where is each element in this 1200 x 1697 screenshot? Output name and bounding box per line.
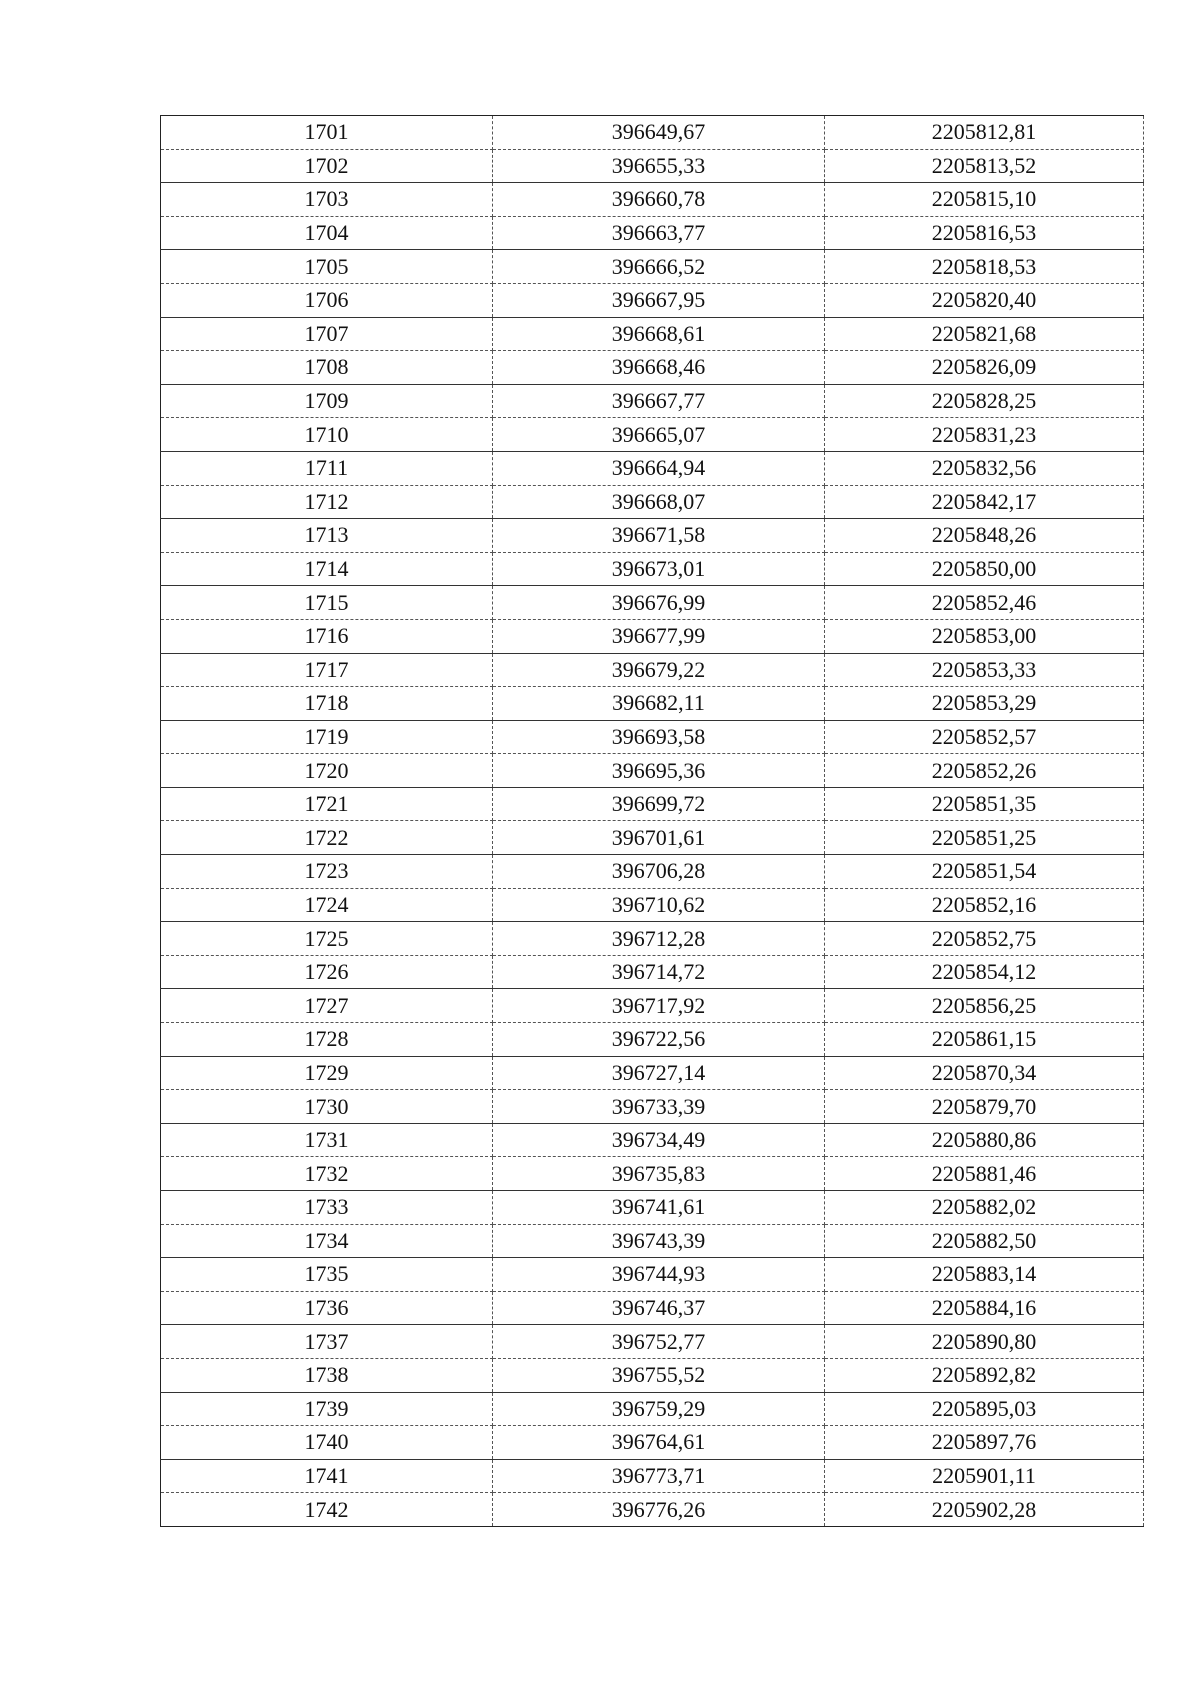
- y-coordinate-cell: 2205851,54: [825, 855, 1144, 889]
- y-coordinate-cell: 2205854,12: [825, 955, 1144, 989]
- y-coordinate-cell: 2205812,81: [825, 116, 1144, 150]
- x-coordinate-cell: 396660,78: [493, 183, 825, 217]
- point-number-cell: 1719: [161, 720, 493, 754]
- table-row: [161, 216, 1144, 250]
- table-row: [161, 384, 1144, 418]
- y-coordinate-cell: 2205842,17: [825, 485, 1144, 519]
- y-coordinate-cell: 2205815,10: [825, 183, 1144, 217]
- table-row: [161, 1191, 1144, 1225]
- x-coordinate-cell: 396752,77: [493, 1325, 825, 1359]
- point-number-cell: 1729: [161, 1056, 493, 1090]
- table-row: [161, 1056, 1144, 1090]
- y-coordinate-cell: 2205853,00: [825, 619, 1144, 653]
- point-number-cell: 1702: [161, 149, 493, 183]
- table-row: [161, 787, 1144, 821]
- y-coordinate-cell: 2205816,53: [825, 216, 1144, 250]
- x-coordinate-cell: 396735,83: [493, 1157, 825, 1191]
- point-number-cell: 1730: [161, 1090, 493, 1124]
- point-number-cell: 1728: [161, 1023, 493, 1057]
- point-number-cell: 1735: [161, 1258, 493, 1292]
- table-row: [161, 1392, 1144, 1426]
- x-coordinate-cell: 396776,26: [493, 1493, 825, 1527]
- table-row: [161, 720, 1144, 754]
- table-row: [161, 855, 1144, 889]
- x-coordinate-cell: 396655,33: [493, 149, 825, 183]
- table-row: [161, 1459, 1144, 1493]
- table-row: [161, 317, 1144, 351]
- table-row: [161, 1493, 1144, 1527]
- y-coordinate-cell: 2205853,33: [825, 653, 1144, 687]
- point-number-cell: 1706: [161, 283, 493, 317]
- y-coordinate-cell: 2205831,23: [825, 418, 1144, 452]
- table-row: [161, 922, 1144, 956]
- x-coordinate-cell: 396734,49: [493, 1123, 825, 1157]
- point-number-cell: 1731: [161, 1123, 493, 1157]
- y-coordinate-cell: 2205821,68: [825, 317, 1144, 351]
- x-coordinate-cell: 396759,29: [493, 1392, 825, 1426]
- y-coordinate-cell: 2205870,34: [825, 1056, 1144, 1090]
- point-number-cell: 1723: [161, 855, 493, 889]
- point-number-cell: 1736: [161, 1291, 493, 1325]
- table-row: [161, 955, 1144, 989]
- y-coordinate-cell: 2205902,28: [825, 1493, 1144, 1527]
- point-number-cell: 1740: [161, 1426, 493, 1460]
- y-coordinate-cell: 2205852,16: [825, 888, 1144, 922]
- y-coordinate-cell: 2205892,82: [825, 1358, 1144, 1392]
- y-coordinate-cell: 2205861,15: [825, 1023, 1144, 1057]
- table-row: [161, 888, 1144, 922]
- x-coordinate-cell: 396668,07: [493, 485, 825, 519]
- y-coordinate-cell: 2205856,25: [825, 989, 1144, 1023]
- point-number-cell: 1707: [161, 317, 493, 351]
- point-number-cell: 1717: [161, 653, 493, 687]
- x-coordinate-cell: 396733,39: [493, 1090, 825, 1124]
- y-coordinate-cell: 2205851,35: [825, 787, 1144, 821]
- table-row: [161, 1224, 1144, 1258]
- y-coordinate-cell: 2205848,26: [825, 519, 1144, 553]
- x-coordinate-cell: 396667,95: [493, 283, 825, 317]
- y-coordinate-cell: 2205820,40: [825, 283, 1144, 317]
- y-coordinate-cell: 2205882,02: [825, 1191, 1144, 1225]
- x-coordinate-cell: 396677,99: [493, 619, 825, 653]
- x-coordinate-cell: 396706,28: [493, 855, 825, 889]
- table-row: [161, 1157, 1144, 1191]
- point-number-cell: 1742: [161, 1493, 493, 1527]
- table-row: [161, 1325, 1144, 1359]
- y-coordinate-cell: 2205880,86: [825, 1123, 1144, 1157]
- point-number-cell: 1741: [161, 1459, 493, 1493]
- table-row: [161, 1426, 1144, 1460]
- y-coordinate-cell: 2205850,00: [825, 552, 1144, 586]
- x-coordinate-cell: 396666,52: [493, 250, 825, 284]
- point-number-cell: 1732: [161, 1157, 493, 1191]
- table-row: [161, 149, 1144, 183]
- table-row: [161, 1258, 1144, 1292]
- x-coordinate-cell: 396722,56: [493, 1023, 825, 1057]
- point-number-cell: 1701: [161, 116, 493, 150]
- point-number-cell: 1726: [161, 955, 493, 989]
- table-row: [161, 1123, 1144, 1157]
- table-row: [161, 351, 1144, 385]
- table-row: [161, 1358, 1144, 1392]
- table-row: [161, 989, 1144, 1023]
- point-number-cell: 1724: [161, 888, 493, 922]
- point-number-cell: 1733: [161, 1191, 493, 1225]
- point-number-cell: 1704: [161, 216, 493, 250]
- y-coordinate-cell: 2205852,46: [825, 586, 1144, 620]
- x-coordinate-cell: 396712,28: [493, 922, 825, 956]
- coordinates-table-body: [161, 116, 1144, 1527]
- point-number-cell: 1738: [161, 1358, 493, 1392]
- x-coordinate-cell: 396673,01: [493, 552, 825, 586]
- point-number-cell: 1716: [161, 619, 493, 653]
- point-number-cell: 1714: [161, 552, 493, 586]
- y-coordinate-cell: 2205883,14: [825, 1258, 1144, 1292]
- x-coordinate-cell: 396743,39: [493, 1224, 825, 1258]
- y-coordinate-cell: 2205852,75: [825, 922, 1144, 956]
- point-number-cell: 1710: [161, 418, 493, 452]
- y-coordinate-cell: 2205852,57: [825, 720, 1144, 754]
- point-number-cell: 1737: [161, 1325, 493, 1359]
- y-coordinate-cell: 2205852,26: [825, 754, 1144, 788]
- y-coordinate-cell: 2205832,56: [825, 451, 1144, 485]
- table-row: [161, 250, 1144, 284]
- y-coordinate-cell: 2205851,25: [825, 821, 1144, 855]
- x-coordinate-cell: 396693,58: [493, 720, 825, 754]
- table-row: [161, 451, 1144, 485]
- x-coordinate-cell: 396668,61: [493, 317, 825, 351]
- x-coordinate-cell: 396679,22: [493, 653, 825, 687]
- y-coordinate-cell: 2205813,52: [825, 149, 1144, 183]
- x-coordinate-cell: 396714,72: [493, 955, 825, 989]
- point-number-cell: 1722: [161, 821, 493, 855]
- y-coordinate-cell: 2205882,50: [825, 1224, 1144, 1258]
- table-row: [161, 519, 1144, 553]
- point-number-cell: 1739: [161, 1392, 493, 1426]
- table-row: [161, 418, 1144, 452]
- x-coordinate-cell: 396665,07: [493, 418, 825, 452]
- x-coordinate-cell: 396682,11: [493, 687, 825, 721]
- table-row: [161, 687, 1144, 721]
- point-number-cell: 1711: [161, 451, 493, 485]
- table-row: [161, 754, 1144, 788]
- x-coordinate-cell: 396649,67: [493, 116, 825, 150]
- x-coordinate-cell: 396710,62: [493, 888, 825, 922]
- table-row: [161, 653, 1144, 687]
- table-row: [161, 552, 1144, 586]
- y-coordinate-cell: 2205890,80: [825, 1325, 1144, 1359]
- y-coordinate-cell: 2205828,25: [825, 384, 1144, 418]
- x-coordinate-cell: 396764,61: [493, 1426, 825, 1460]
- table-row: [161, 485, 1144, 519]
- x-coordinate-cell: 396676,99: [493, 586, 825, 620]
- point-number-cell: 1708: [161, 351, 493, 385]
- table-row: [161, 619, 1144, 653]
- table-row: [161, 183, 1144, 217]
- point-number-cell: 1734: [161, 1224, 493, 1258]
- y-coordinate-cell: 2205895,03: [825, 1392, 1144, 1426]
- y-coordinate-cell: 2205901,11: [825, 1459, 1144, 1493]
- point-number-cell: 1727: [161, 989, 493, 1023]
- point-number-cell: 1703: [161, 183, 493, 217]
- y-coordinate-cell: 2205853,29: [825, 687, 1144, 721]
- table-row: [161, 586, 1144, 620]
- point-number-cell: 1705: [161, 250, 493, 284]
- point-number-cell: 1725: [161, 922, 493, 956]
- point-number-cell: 1712: [161, 485, 493, 519]
- table-row: [161, 283, 1144, 317]
- x-coordinate-cell: 396727,14: [493, 1056, 825, 1090]
- x-coordinate-cell: 396744,93: [493, 1258, 825, 1292]
- point-number-cell: 1720: [161, 754, 493, 788]
- x-coordinate-cell: 396667,77: [493, 384, 825, 418]
- point-number-cell: 1709: [161, 384, 493, 418]
- x-coordinate-cell: 396668,46: [493, 351, 825, 385]
- y-coordinate-cell: 2205897,76: [825, 1426, 1144, 1460]
- x-coordinate-cell: 396664,94: [493, 451, 825, 485]
- y-coordinate-cell: 2205826,09: [825, 351, 1144, 385]
- x-coordinate-cell: 396773,71: [493, 1459, 825, 1493]
- x-coordinate-cell: 396741,61: [493, 1191, 825, 1225]
- table-row: [161, 1291, 1144, 1325]
- x-coordinate-cell: 396717,92: [493, 989, 825, 1023]
- point-number-cell: 1721: [161, 787, 493, 821]
- x-coordinate-cell: 396663,77: [493, 216, 825, 250]
- table-row: [161, 821, 1144, 855]
- point-number-cell: 1713: [161, 519, 493, 553]
- x-coordinate-cell: 396671,58: [493, 519, 825, 553]
- table-row: [161, 116, 1144, 150]
- x-coordinate-cell: 396699,72: [493, 787, 825, 821]
- y-coordinate-cell: 2205884,16: [825, 1291, 1144, 1325]
- x-coordinate-cell: 396695,36: [493, 754, 825, 788]
- point-number-cell: 1715: [161, 586, 493, 620]
- y-coordinate-cell: 2205881,46: [825, 1157, 1144, 1191]
- table-row: [161, 1090, 1144, 1124]
- y-coordinate-cell: 2205818,53: [825, 250, 1144, 284]
- y-coordinate-cell: 2205879,70: [825, 1090, 1144, 1124]
- x-coordinate-cell: 396701,61: [493, 821, 825, 855]
- table-row: [161, 1023, 1144, 1057]
- coordinates-table: [160, 115, 1144, 1527]
- x-coordinate-cell: 396755,52: [493, 1358, 825, 1392]
- x-coordinate-cell: 396746,37: [493, 1291, 825, 1325]
- point-number-cell: 1718: [161, 687, 493, 721]
